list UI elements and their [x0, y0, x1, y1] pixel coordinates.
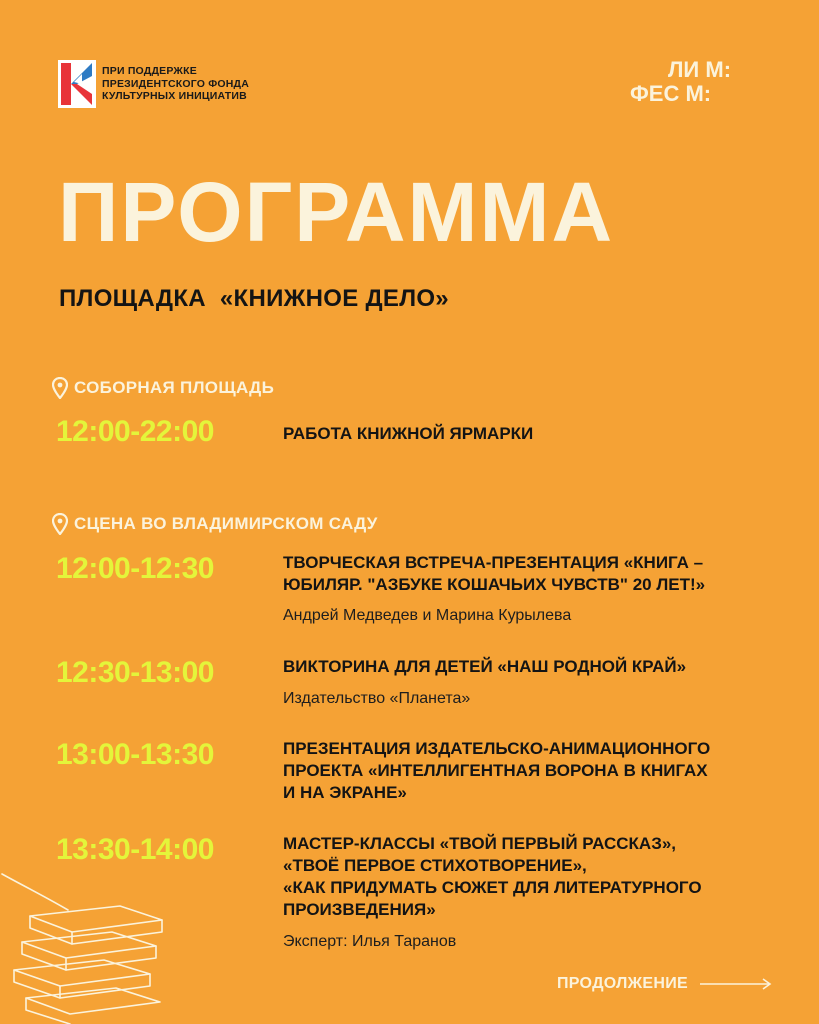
event-title: [283, 552, 705, 596]
event-presenter: Андрей Медведев и Марина Курылева: [283, 607, 572, 624]
logo-line-1: ЛИ М:: [668, 57, 732, 82]
event-title: [283, 423, 533, 445]
venue-name: СЦЕНА ВО ВЛАДИМИРСКОМ САДУ: [74, 514, 378, 533]
event-time: 13:30-14:00: [56, 833, 214, 866]
event-title-line: ПРЕЗЕНТАЦИЯ ИЗДАТЕЛЬСКО-АНИМАЦИОННОГО: [283, 739, 711, 758]
event-title-line: И НА ЭКРАНЕ»: [283, 783, 407, 802]
sponsor-line: КУЛЬТУРНЫХ ИНИЦИАТИВ: [102, 90, 247, 103]
arrow-right-icon: [700, 977, 772, 991]
event-title-line: ЮБИЛЯР. "АЗБУКЕ КОШАЧЬИХ ЧУВСТВ" 20 ЛЕТ!»: [283, 575, 706, 594]
event-title: [283, 738, 710, 804]
presidential-fund-logo-icon: [58, 60, 96, 108]
event-title-line: ПРОИЗВЕДЕНИЯ»: [283, 900, 436, 919]
sponsor-line: ПРЕЗИДЕНТСКОГО ФОНДА: [102, 77, 249, 90]
venue-header: [52, 513, 378, 535]
event-presenter: Эксперт: Илья Таранов: [283, 933, 457, 950]
page-title: ПРОГРАММА: [58, 165, 615, 259]
sponsor-line: ПРИ ПОДДЕРЖКЕ: [102, 65, 197, 78]
event-title-line: «КАК ПРИДУМАТЬ СЮЖЕТ ДЛЯ ЛИТЕРАТУРНОГО: [283, 878, 702, 897]
books-stack-icon: [0, 870, 200, 1024]
venue-name: СОБОРНАЯ ПЛОЩАДЬ: [74, 378, 275, 397]
event-title-line: ТВОРЧЕСКАЯ ВСТРЕЧА-ПРЕЗЕНТАЦИЯ «КНИГА –: [283, 553, 704, 572]
event-time: 12:00-12:30: [56, 552, 214, 585]
sponsor-block: [58, 60, 249, 108]
event-time: 12:00-22:00: [56, 415, 214, 448]
event-title: [283, 833, 702, 921]
event-title-line: МАСТЕР-КЛАССЫ «ТВОЙ ПЕРВЫЙ РАССКАЗ»,: [283, 834, 677, 853]
continue-label: ПРОДОЛЖЕНИЕ: [557, 975, 689, 992]
event-presenter: Издательство «Планета»: [283, 690, 471, 707]
event-title-line: «ТВОЁ ПЕРВОЕ СТИХОТВОРЕНИЕ»,: [283, 856, 587, 875]
event-time: 12:30-13:00: [56, 656, 214, 689]
event-title-line: ПРОЕКТА «ИНТЕЛЛИГЕНТНАЯ ВОРОНА В КНИГАХ: [283, 761, 708, 780]
sponsor-text: [102, 65, 249, 103]
litfest-logo-icon: [628, 55, 768, 105]
location-pin-icon: [52, 513, 68, 535]
location-pin-icon: [52, 377, 68, 399]
event-title-line: РАБОТА КНИЖНОЙ ЯРМАРКИ: [283, 424, 534, 443]
venue-subtitle: ПЛОЩАДКА «КНИЖНОЕ ДЕЛО»: [59, 285, 449, 312]
event-title: [283, 656, 686, 678]
event-title-line: ВИКТОРИНА ДЛЯ ДЕТЕЙ «НАШ РОДНОЙ КРАЙ»: [283, 657, 687, 676]
logo-line-2: ФЕС М:: [630, 81, 712, 105]
venue-header: [52, 377, 274, 399]
event-time: 13:00-13:30: [56, 738, 214, 771]
continue-link[interactable]: [557, 975, 772, 993]
